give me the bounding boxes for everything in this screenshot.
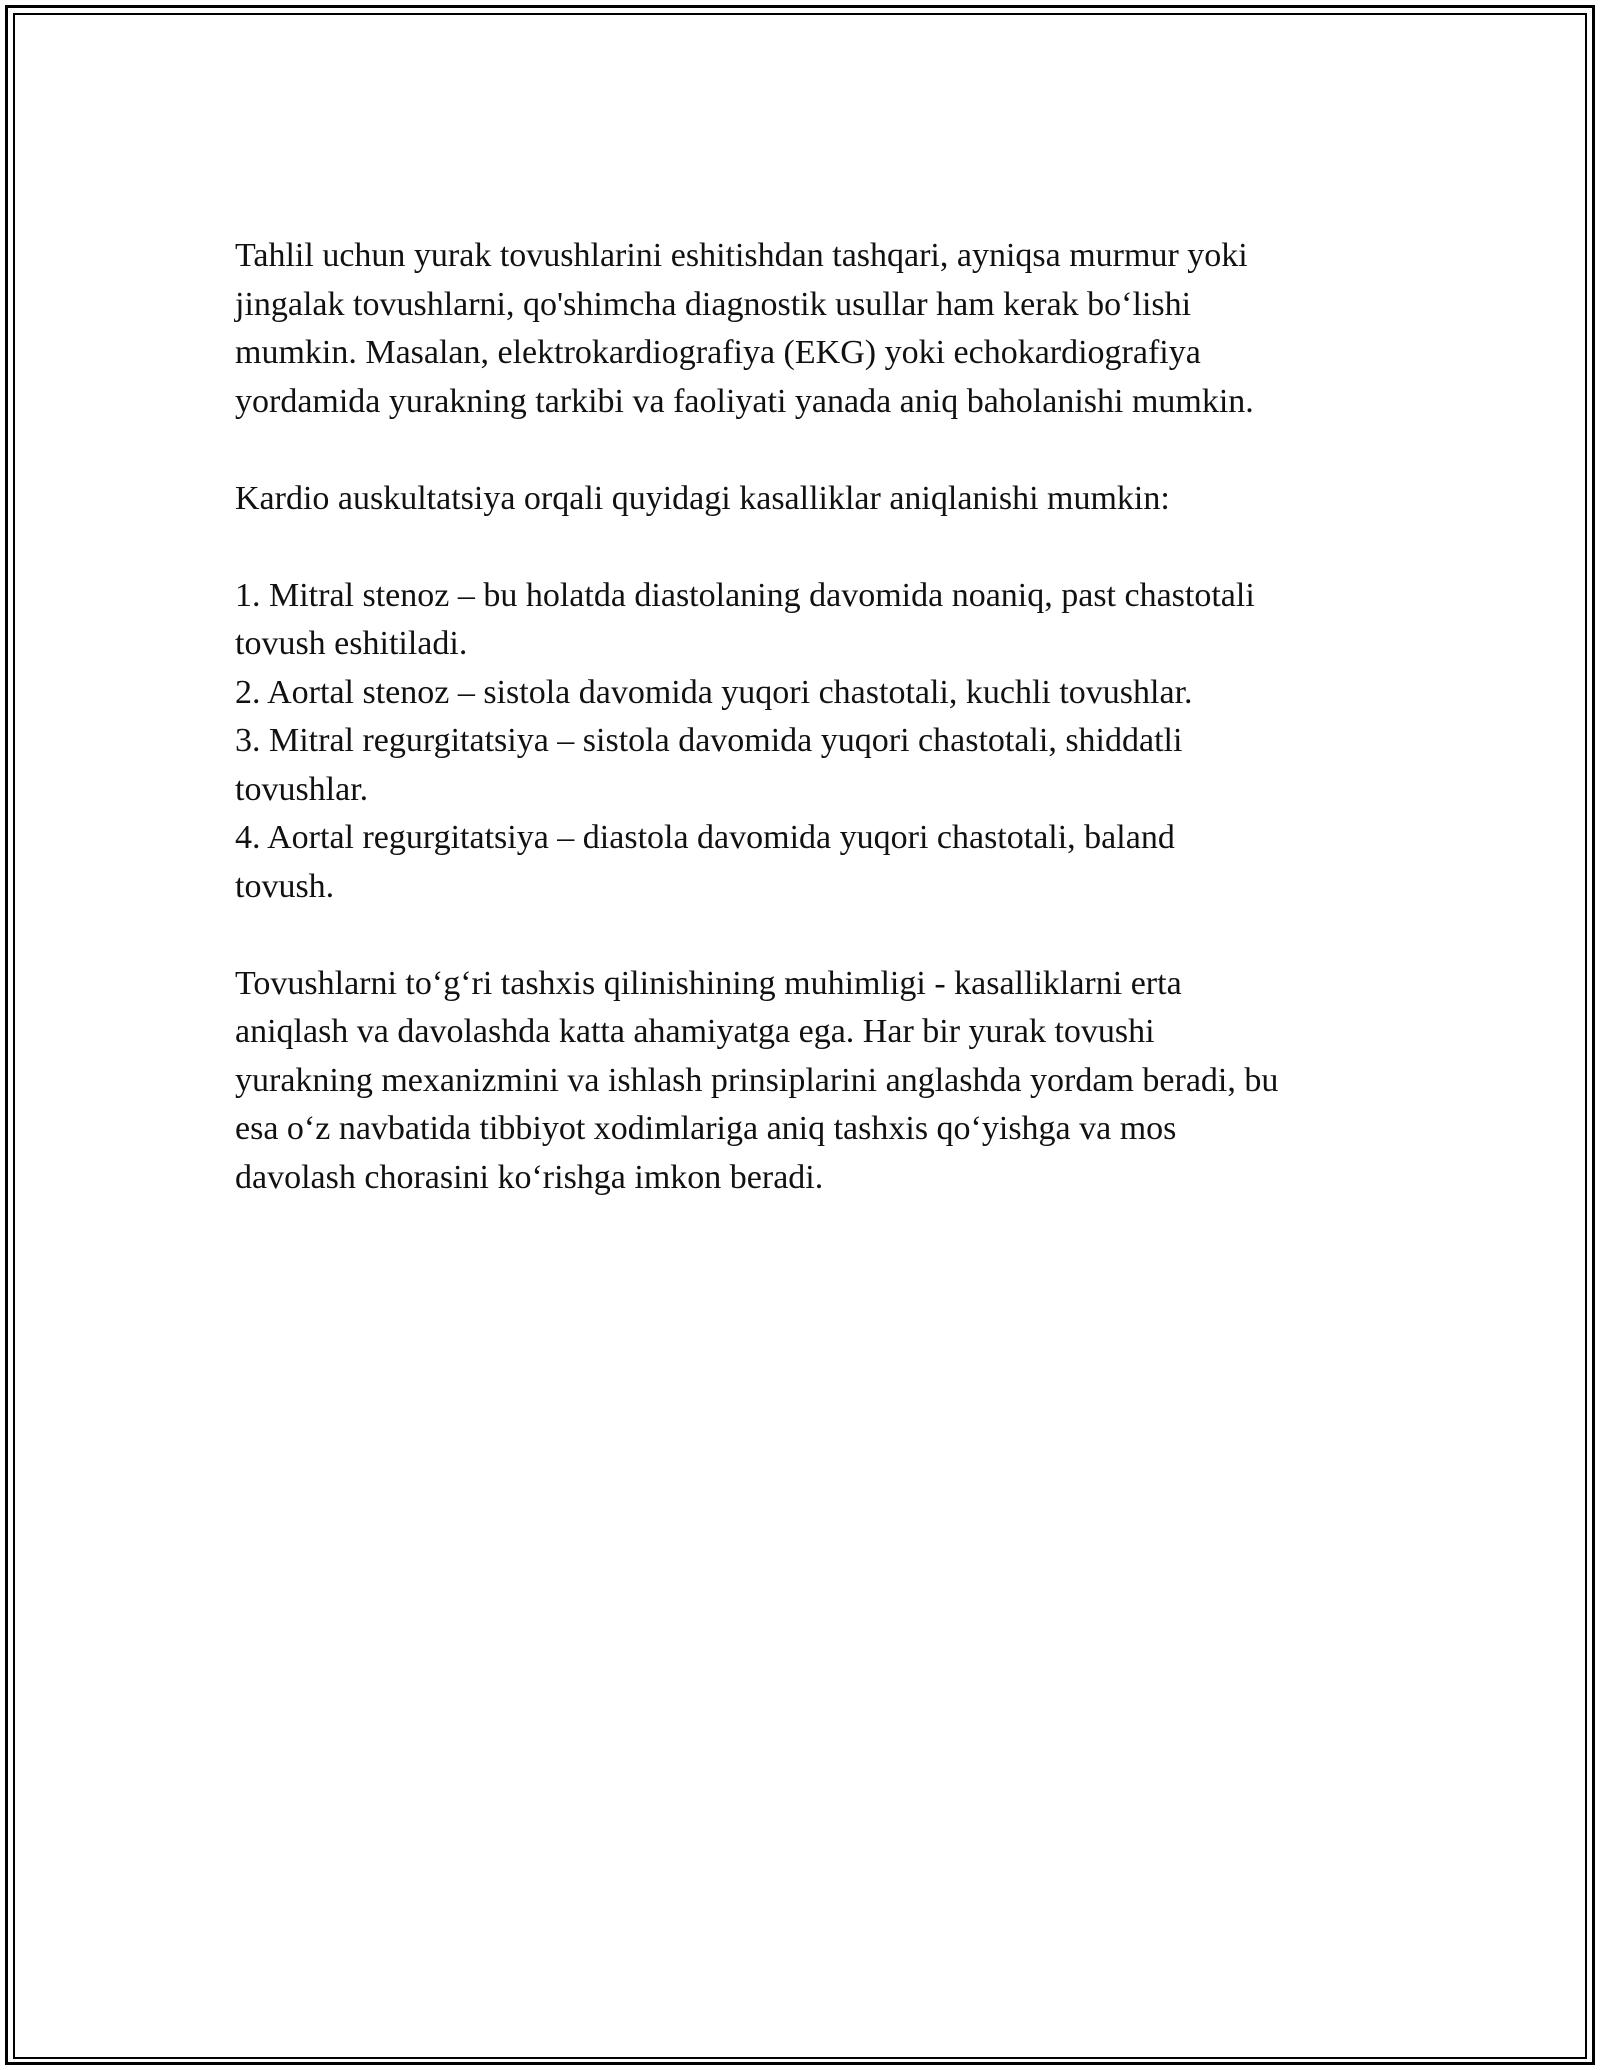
disease-list — [235, 572, 1385, 912]
list-item: 4. Aortal regurgitatsiya – diastola davomida yuqori chastotali, baland tovush. — [235, 819, 1175, 905]
paragraph-spacer — [235, 426, 1385, 475]
paragraph-intro: Tahlil uchun yurak tovushlarini eshitishdan tashqari, ayniqsa murmur yoki jingalak tovushlarni, qo'shimcha diagnostik usullar ham kerak bo‘lishi mumkin. Masalan, elektrokardiografiya (EKG) yoki echokardiografiya yordamida yurakning tarkibi va faoliyati yanada aniq baholanishi mumkin. — [235, 237, 1254, 420]
paragraph-spacer — [235, 523, 1385, 572]
paragraph-spacer — [235, 911, 1385, 960]
list-item: 1. Mitral stenoz – bu holatda diastolaning davomida noaniq, past chastotali tovush eshitiladi. — [235, 576, 1255, 662]
paragraph-list-intro: Kardio auskultatsiya orqali quyidagi kasalliklar aniqlanishi mumkin: — [235, 479, 1170, 517]
list-item: 3. Mitral regurgitatsiya – sistola davomida yuqori chastotali, shiddatli tovushlar. — [235, 722, 1183, 808]
list-item: 2. Aortal stenoz – sistola davomida yuqori chastotali, kuchli tovushlar. — [235, 673, 1193, 711]
document-body — [235, 232, 1385, 1202]
paragraph-conclusion: Tovushlarni to‘g‘ri tashxis qilinishining muhimligi - kasalliklarni erta aniqlash va davolashda katta ahamiyatga ega. Har bir yurak tovushi yurakning mexanizmini va ishlash prinsiplarini anglashda yordam beradi, bu esa o‘z navbatida tibbiyot xodimlariga aniq tashxis qo‘yishga va mos davolash chorasini ko‘rishga imkon beradi. — [235, 964, 1279, 1196]
